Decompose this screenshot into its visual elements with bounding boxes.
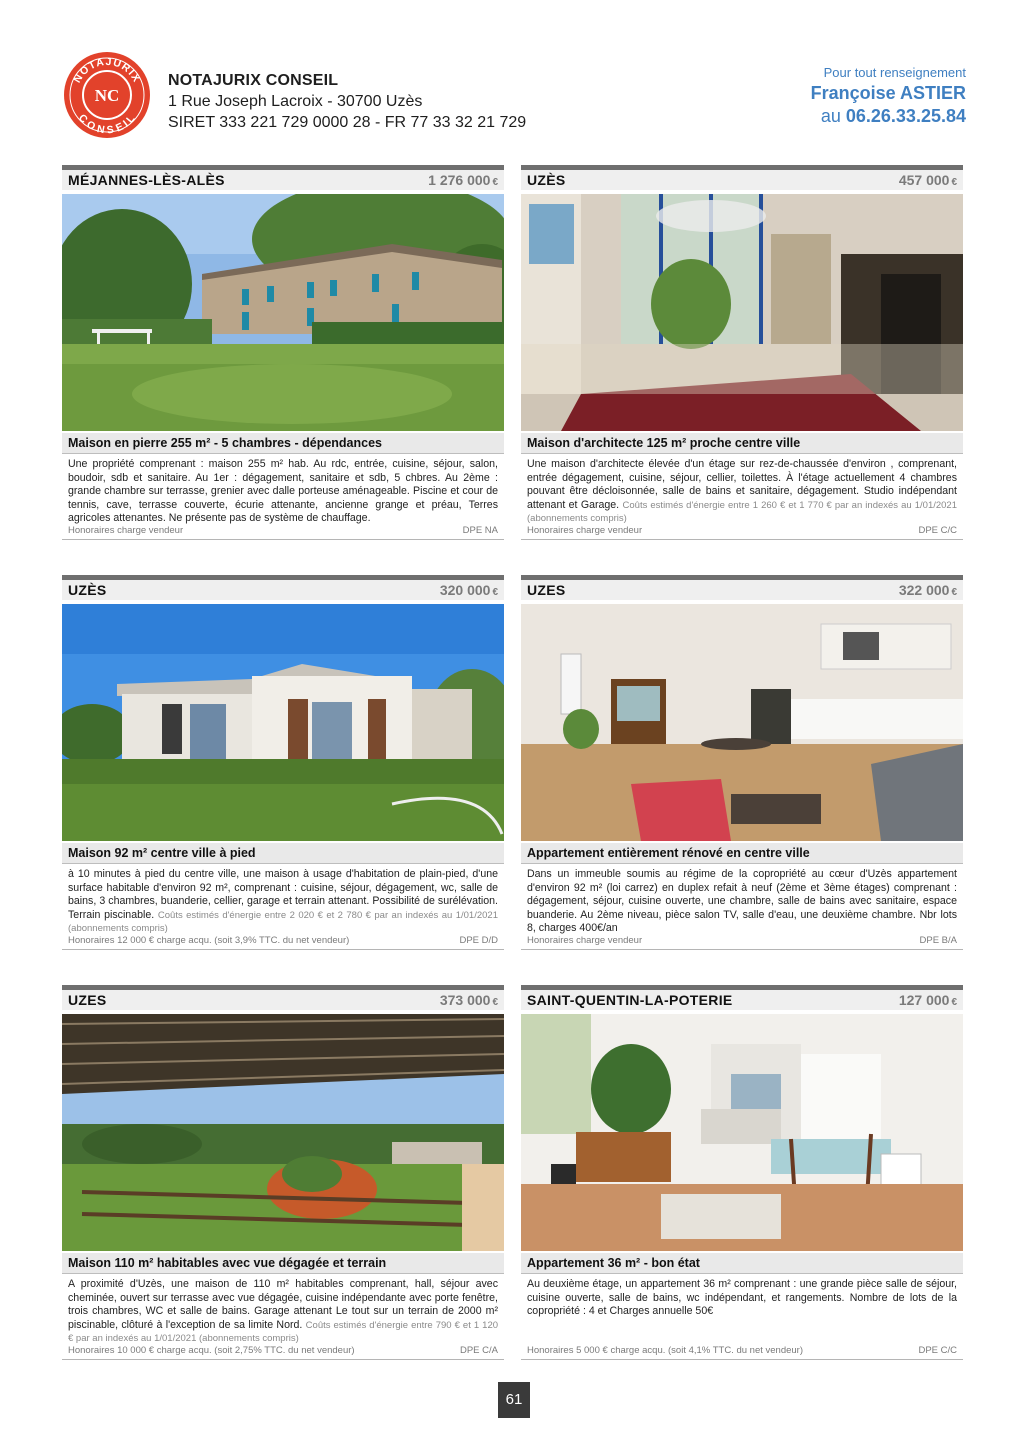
listing-footer <box>521 932 963 950</box>
logo-seal-icon <box>64 52 150 138</box>
listing-header <box>521 985 963 1010</box>
contact-phone-line <box>811 105 966 127</box>
description-text: Dans un immeuble soumis au régime de la copropriété au cœur d'Uzès appartement d'environ 92 m² (loi carrez) en duplex refait à neuf (2ème et 3ème étages) comprenant : dégagement, séjour, cuisine ouverte, une chambre, salle de bains avec sanitaire, espace buanderie. Au 2ème niveau, pièce salon TV, salle d'eau, une deuxième chambre. Nbr lots 8, charges 400€/an <box>527 868 957 935</box>
listing-fees: Honoraires 5 000 € charge acqu. (soit 4,1% TTC. du net vendeur) <box>527 1345 804 1356</box>
listing-city: UZES <box>527 582 566 598</box>
contact-block <box>811 64 966 127</box>
architect-interior-photo <box>521 194 963 431</box>
listing-card[interactable] <box>521 575 963 946</box>
listing-dpe: DPE C/C <box>918 1345 957 1356</box>
listing-card[interactable] <box>521 985 963 1356</box>
listing-city: MÉJANNES-LÈS-ALÈS <box>68 172 225 188</box>
company-name: NOTAJURIX CONSEIL <box>168 72 339 89</box>
renovated-living-room-photo <box>521 604 963 841</box>
listing-description <box>62 864 504 940</box>
listing-card[interactable] <box>62 165 504 536</box>
energy-note: Coûts estimés d'énergie entre 2 020 € et 2 780 € par an indexés au 1/01/2021 (abonnements compris) <box>68 909 498 935</box>
listing-price: 322 000 € <box>898 582 957 598</box>
company-logo <box>64 52 150 138</box>
listing-card[interactable] <box>62 985 504 1356</box>
listing-header <box>62 575 504 600</box>
listing-photo[interactable] <box>521 194 963 431</box>
single-storey-house-photo <box>62 604 504 841</box>
terrace-view-photo <box>62 1014 504 1251</box>
listing-city: UZÈS <box>68 582 107 598</box>
listing-description <box>521 864 963 940</box>
listing-title: Maison 110 m² habitables avec vue dégagée et terrain <box>62 1253 504 1274</box>
listing-photo[interactable] <box>62 194 504 431</box>
listing-city: SAINT-QUENTIN-LA-POTERIE <box>527 992 733 1008</box>
listing-description <box>521 1274 963 1350</box>
logo-monogram: NC <box>94 86 120 105</box>
listing-footer <box>521 522 963 540</box>
energy-note: Coûts estimés d'énergie entre 1 260 € et 1 770 € par an indexés au 1/01/2021 (abonnements compris) <box>527 499 958 525</box>
listing-fees: Honoraires charge vendeur <box>527 935 643 946</box>
listing-fees: Honoraires charge vendeur <box>68 525 184 536</box>
listing-description <box>62 454 504 530</box>
logo-text-bottom: CONSEIL <box>75 112 139 137</box>
listing-footer <box>521 1342 963 1360</box>
listing-photo[interactable] <box>521 604 963 841</box>
listing-footer <box>62 1342 504 1360</box>
listing-price: 373 000 € <box>439 992 498 1008</box>
listing-title: Appartement 36 m² - bon état <box>521 1253 963 1274</box>
listing-city: UZÈS <box>527 172 566 188</box>
listing-price: 457 000 € <box>898 172 957 188</box>
listing-fees: Honoraires charge vendeur <box>527 525 643 536</box>
contact-name: Françoise ASTIER <box>810 83 966 103</box>
description-text: Une maison d'architecte élevée d'un étage sur rez-de-chaussée d'environ , comprenant, entrée dégagement, cuisine, séjour, cellier, toilettes. À l'étage actuellement 4 chambres pouvant être décloisonnée, salle de bains et sanitaire, dégagement. Studio indépendant attenant et Garage. <box>527 458 957 511</box>
contact-phone[interactable]: 06.26.33.25.84 <box>845 106 966 126</box>
description-text: A proximité d'Uzès, une maison de 110 m² habitables comprenant, hall, séjour avec cheminée, ouvert sur terrasse avec vue dégagée, cuisine indépendante avec porte fenêtre, trois chambres, WC et salle de bains. Garage attenant Le tout sur un terrain de 2000 m² piscinable, clôturé à l'exception de sa limite Nord. <box>68 1278 498 1331</box>
listing-card[interactable] <box>521 165 963 536</box>
listing-photo[interactable] <box>62 1014 504 1251</box>
listing-dpe: DPE B/A <box>919 935 957 946</box>
description-text: Une propriété comprenant : maison 255 m² hab. Au rdc, entrée, cuisine, séjour, salon, boudoir, sdb et sanitaire. Au 1er : dégagement, sanitaire et sdb, 5 chbres. Au 2ème : grande chambre sur terrasse, grenier avec dalle porteuse aménageable. Piscine et cour de tennis, cave, terrasse couverte, écurie attenante, ancienne grange et préau, Terres agricoles attenantes. Ne présente pas de système de chauffage. <box>68 458 498 525</box>
company-info <box>168 70 526 133</box>
listing-description <box>521 454 963 530</box>
listing-header <box>62 985 504 1010</box>
listing-title: Maison 92 m² centre ville à pied <box>62 843 504 864</box>
listing-title: Maison d'architecte 125 m² proche centre ville <box>521 433 963 454</box>
stone-house-photo <box>62 194 504 431</box>
company-address: 1 Rue Joseph Lacroix - 30700 Uzès <box>168 93 423 110</box>
listing-title: Appartement entièrement rénové en centre ville <box>521 843 963 864</box>
company-siret: SIRET 333 221 729 0000 28 - FR 77 33 32 21 729 <box>168 114 527 131</box>
listing-dpe: DPE D/D <box>459 935 498 946</box>
listing-header <box>521 165 963 190</box>
listing-description <box>62 1274 504 1350</box>
listing-title: Maison en pierre 255 m² - 5 chambres - dépendances <box>62 433 504 454</box>
contact-label: Pour tout renseignement <box>823 65 966 80</box>
listing-header <box>62 165 504 190</box>
description-text: Au deuxième étage, un appartement 36 m² comprenant : une grande pièce salle de séjour, cuisine ouverte, salle de bains, wc indépendant, et rangements. Nombre de lots de la copropriété : 4 et Charges annuelle 50€ <box>527 1278 957 1318</box>
listing-card[interactable] <box>62 575 504 946</box>
listing-dpe: DPE C/C <box>918 525 957 536</box>
listing-fees: Honoraires 10 000 € charge acqu. (soit 2,75% TTC. du net vendeur) <box>68 1345 355 1356</box>
listing-header <box>521 575 963 600</box>
listing-price: 320 000 € <box>439 582 498 598</box>
listing-footer <box>62 932 504 950</box>
listing-footer <box>62 522 504 540</box>
listing-fees: Honoraires 12 000 € charge acqu. (soit 3,9% TTC. du net vendeur) <box>68 935 350 946</box>
page-number: 61 <box>498 1382 530 1418</box>
listing-photo[interactable] <box>62 604 504 841</box>
listing-price: 1 276 000 € <box>428 172 498 188</box>
listing-price: 127 000 € <box>898 992 957 1008</box>
description-text: à 10 minutes à pied du centre ville, une maison à usage d'habitation de plain-pied, d'une surface habitable d'environ 92 m², comprenant : cuisine, séjour, dégagement, wc, salle de bains, 3 chambres, buanderie, cellier, garage et terrain attenant. Possibilité de surélévation. Terrain piscinable. <box>68 868 498 921</box>
listing-city: UZES <box>68 992 107 1008</box>
contact-prefix: au <box>820 106 841 126</box>
logo-text-top: NOTAJURIX <box>71 55 143 86</box>
small-apartment-photo <box>521 1014 963 1251</box>
listing-dpe: DPE NA <box>462 525 498 536</box>
listing-photo[interactable] <box>521 1014 963 1251</box>
listing-dpe: DPE C/A <box>459 1345 498 1356</box>
energy-note: Coûts estimés d'énergie entre 790 € et 1 120 € par an indexés au 1/01/2021 (abonnements compris) <box>68 1319 499 1345</box>
